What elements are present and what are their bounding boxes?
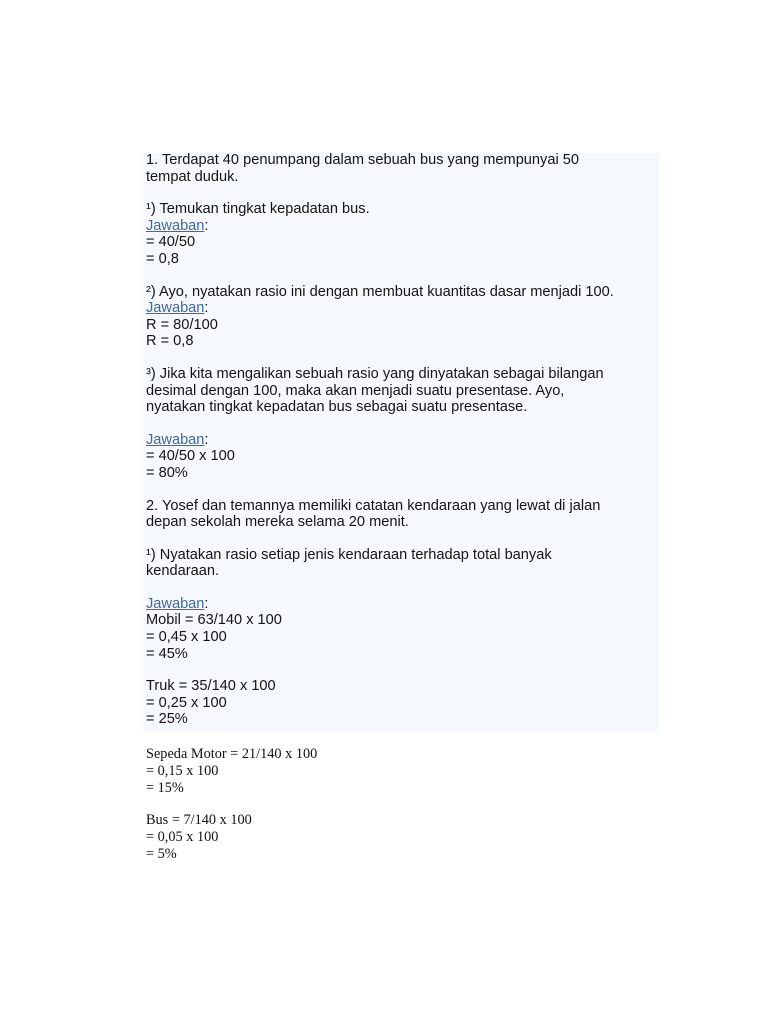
answer-heading	[146, 218, 656, 235]
serif-content	[146, 746, 546, 879]
answer-line: Bus = 7/140 x 100	[146, 812, 252, 829]
answer-line: R = 0,8	[146, 333, 194, 350]
answer-line: = 0,25 x 100	[146, 694, 227, 711]
question-1-part-3-answer	[146, 432, 656, 482]
answer-colon: :	[204, 431, 209, 448]
sub-question-line: kendaraan.	[146, 563, 220, 580]
answer-line: = 25%	[146, 711, 188, 728]
answer-line: = 15%	[146, 779, 184, 796]
question-2-part-1	[146, 547, 656, 580]
sub-question-line: ³) Jika kita mengalikan sebuah rasio yang dinyatakan sebagai bilangan	[146, 365, 604, 382]
truk-answer	[146, 678, 656, 728]
answer-line: = 40/50	[146, 234, 196, 251]
answer-line: Sepeda Motor = 21/140 x 100	[146, 746, 318, 762]
answer-line: = 45%	[146, 645, 188, 662]
text-line: 1. Terdapat 40 penumpang dalam sebuah bus yang mempunyai 50	[146, 152, 579, 168]
answer-line: = 5%	[146, 845, 177, 862]
jawaban-link[interactable]: Jawaban	[146, 300, 205, 317]
question-1-intro	[146, 152, 656, 185]
question-1-part-2	[146, 284, 656, 350]
bus-answer	[146, 812, 546, 862]
sepeda-motor-answer	[146, 746, 546, 796]
answer-colon: :	[204, 217, 209, 234]
question-1-part-3	[146, 366, 656, 416]
question-2-intro	[146, 498, 656, 531]
answer-line: R = 80/100	[146, 316, 218, 333]
mobil-answer	[146, 596, 656, 662]
answer-line: = 80%	[146, 464, 188, 481]
sans-serif-content	[146, 152, 656, 744]
jawaban-link[interactable]: Jawaban	[146, 595, 205, 612]
answer-colon: :	[204, 595, 209, 612]
answer-heading	[146, 596, 656, 613]
answer-heading	[146, 432, 656, 449]
answer-line: = 0,8	[146, 250, 179, 267]
answer-colon: :	[204, 300, 209, 317]
jawaban-link[interactable]: Jawaban	[146, 431, 205, 448]
text-line: depan sekolah mereka selama 20 menit.	[146, 514, 409, 531]
answer-line: Mobil = 63/140 x 100	[146, 612, 282, 629]
answer-line: = 0,05 x 100	[146, 829, 219, 846]
answer-line: = 40/50 x 100	[146, 448, 235, 465]
sub-question: ²) Ayo, nyatakan rasio ini dengan membuat kuantitas dasar menjadi 100.	[146, 283, 614, 300]
sub-question: ¹) Temukan tingkat kepadatan bus.	[146, 201, 370, 218]
answer-heading	[146, 300, 656, 317]
answer-line: = 0,15 x 100	[146, 762, 219, 779]
text-line: tempat duduk.	[146, 168, 239, 185]
sub-question-line: desimal dengan 100, maka akan menjadi suatu presentase. Ayo,	[146, 382, 565, 399]
sub-question-line: ¹) Nyatakan rasio setiap jenis kendaraan terhadap total banyak	[146, 546, 552, 563]
answer-line: Truk = 35/140 x 100	[146, 678, 276, 695]
question-1-part-1	[146, 201, 656, 267]
jawaban-link[interactable]: Jawaban	[146, 217, 205, 234]
answer-line: = 0,45 x 100	[146, 629, 227, 646]
sub-question-line: nyatakan tingkat kepadatan bus sebagai suatu presentase.	[146, 399, 528, 416]
text-line: 2. Yosef dan temannya memiliki catatan kendaraan yang lewat di jalan	[146, 497, 601, 514]
